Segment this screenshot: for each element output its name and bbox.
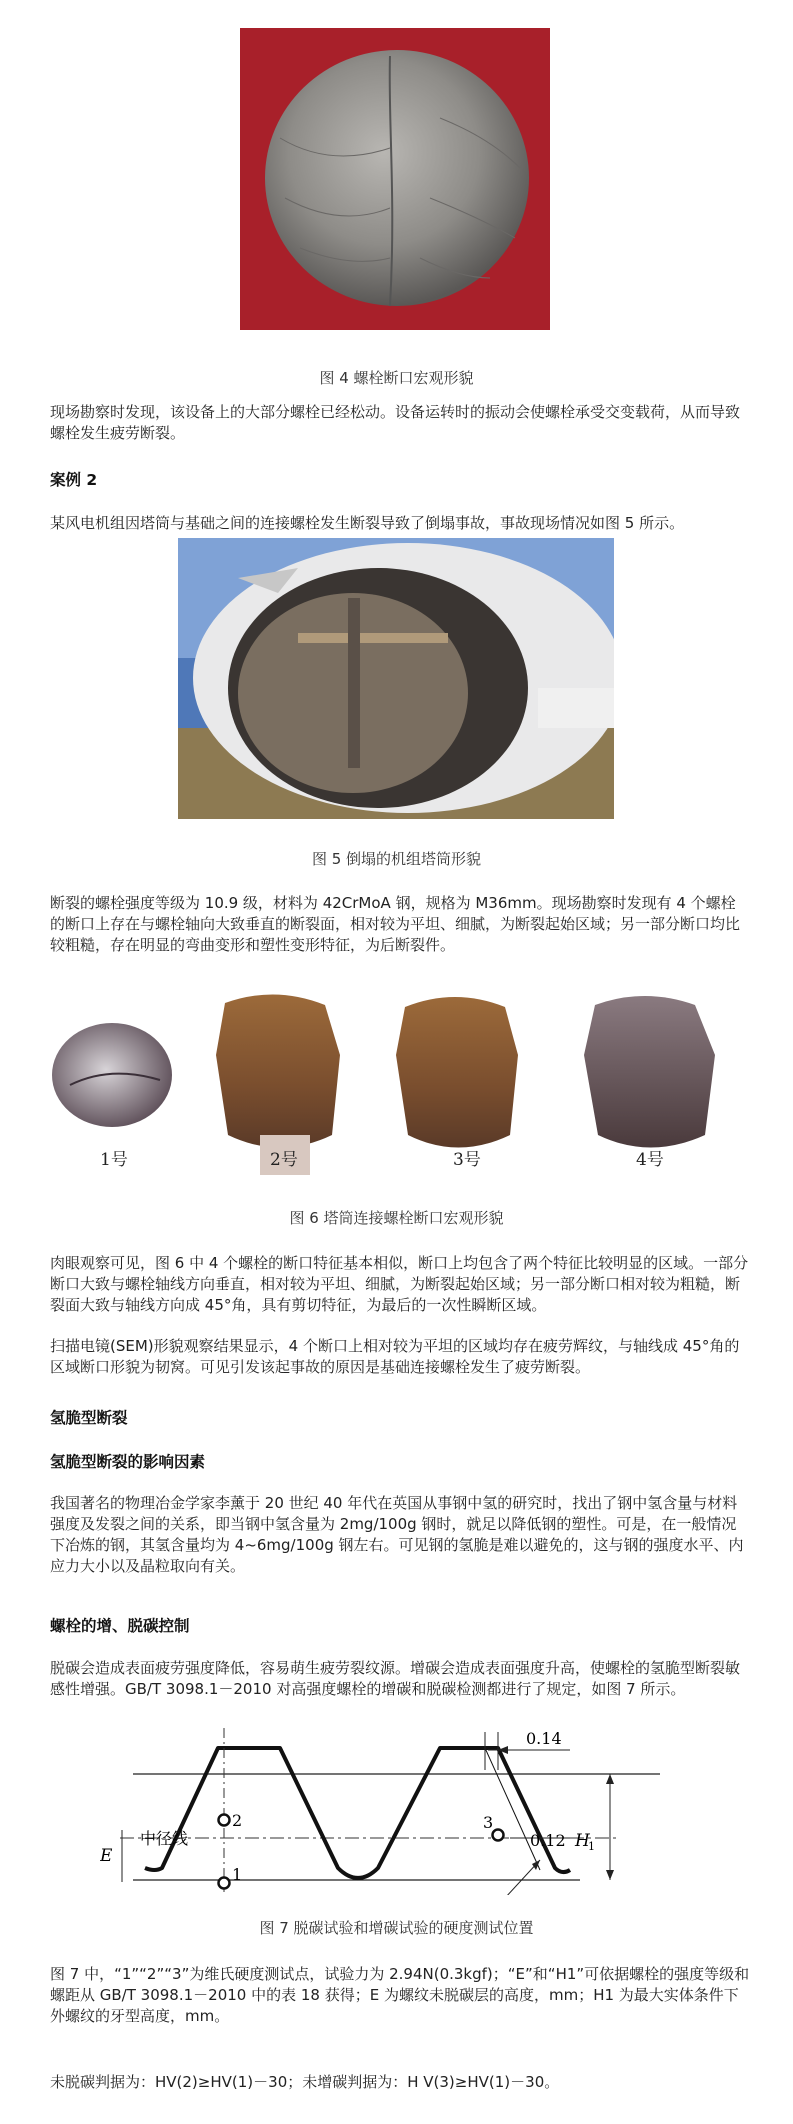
paragraph-criteria: 未脱碳判据为：HV(2)≥HV(1)－30；未增碳判据为：H V(3)≥HV(1)－30。 [50,2073,560,2091]
paragraph-loosened-bolts: 现场勘察时发现，该设备上的大部分螺栓已经松动。设备运转时的振动会使螺栓承受交变载荷，从而导致螺栓发生疲劳断裂。 [50,403,741,442]
bolt-label-4: 4号 [636,1150,664,1170]
pitch-line-label: 中径线 [140,1829,189,1848]
e-label: E [100,1846,113,1866]
bolt-label-1: 1号 [100,1150,128,1170]
heading-case-2: 案例 2 [50,471,98,489]
paragraph-visual-observation: 肉眼观察可见，图 6 中 4 个螺栓的断口特征基本相似，断口上均包含了两个特征比较明显的区域。一部分断口大致与螺栓轴线方向垂直，相对较为平坦、细腻，为断裂起始区域；另一部分断口相对较为粗糙，断裂面大致与轴线方向成 45°角，具有剪切特征，为最后的一次性瞬断区域。 [50,1254,749,1314]
collapsed-tower-image [178,538,614,819]
point-3-label: 3 [483,1813,494,1832]
point-2-label: 2 [232,1811,243,1830]
decarb-offset-line [485,1748,540,1870]
figure-6-caption: 图 6 塔筒连接螺栓断口宏观形貌 [289,1209,504,1227]
figure-5-photo [178,538,614,819]
h1-label: H [575,1831,590,1851]
dim-012-label: 0.12 [530,1831,566,1850]
test-point-2 [219,1815,230,1826]
thread-profile [145,1748,570,1878]
dim-014-label: 0.14 [526,1729,562,1748]
test-point-3 [493,1830,504,1841]
point-1-label: 1 [232,1865,243,1884]
figure-5-caption: 图 5 倒塌的机组塔筒形貌 [311,850,482,868]
figure-7-caption: 图 7 脱碳试验和增碳试验的硬度测试位置 [259,1919,534,1937]
paragraph-sem-results: 扫描电镜(SEM)形貌观察结果显示，4 个断口上相对较为平坦的区域均存在疲劳辉纹，与轴线成 45°角的区域断口形貌为韧窝。可见引发该起事故的原因是基础连接螺栓发生了疲劳断裂。 [50,1337,740,1376]
thread-profile-diagram [100,1720,700,1895]
test-point-1 [219,1878,230,1889]
figure-4-photo [240,28,550,330]
heading-hydrogen-factors: 氢脆型断裂的影响因素 [50,1453,206,1471]
figure-4-caption: 图 4 螺栓断口宏观形貌 [319,369,474,387]
paragraph-tower-collapse: 某风电机组因塔筒与基础之间的连接螺栓发生断裂导致了倒塌事故，事故现场情况如图 5 所示。 [50,514,685,532]
bolt-fracture-image [240,28,550,330]
bolt-label-3: 3号 [453,1150,481,1170]
paragraph-test-points: 图 7 中，“1”“2”“3”为维氏硬度测试点，试验力为 2.94N(0.3kgf)；“E”和“H1”可依据螺栓的强度等级和螺距从 GB/T 3098.1－2010 中的表 18 获得；E 为螺纹未脱碳层的高度，mm；H1 为最大实体条件下外螺纹的牙型高度，mm。 [50,1965,750,2025]
bolt-label-2: 2号 [270,1150,298,1170]
heading-hydrogen-embrittlement: 氢脆型断裂 [50,1409,128,1427]
paragraph-bolt-grade: 断裂的螺栓强度等级为 10.9 级，材料为 42CrMoA 钢，规格为 M36mm。现场勘察时发现有 4 个螺栓的断口上存在与螺栓轴向大致垂直的断裂面，相对较为平坦、细腻，为断裂起始区域；另一部分断口均比较粗糙，存在明显的弯曲变形和塑性变形特征，为后断裂件。 [50,894,741,954]
heading-carburization-control: 螺栓的增、脱碳控制 [50,1617,190,1635]
paragraph-decarburization: 脱碳会造成表面疲劳强度降低，容易萌生疲劳裂纹源。增碳会造成表面强度升高，使螺栓的氢脆型断裂敏感性增强。GB/T 3098.1－2010 对高强度螺栓的增碳和脱碳检测都进行了规定，如图 7 所示。 [50,1659,741,1698]
figure-7-diagram [100,1720,700,1895]
paragraph-hydrogen-research: 我国著名的物理冶金学家李薰于 20 世纪 40 年代在英国从事钢中氢的研究时，找出了钢中氢含量与材料强度及发裂之间的关系，即当钢中氢含量为 2mg/100g 钢时，就足以降低钢的塑性。可是，在一般情况下冶炼的钢，其氢含量均为 4~6mg/100g 钢左右。可见钢的氢脆是难以避免的，这与钢的强度水平、内应力大小以及晶粒取向有关。 [50,1494,744,1575]
h1-subscript: 1 [588,1840,595,1853]
